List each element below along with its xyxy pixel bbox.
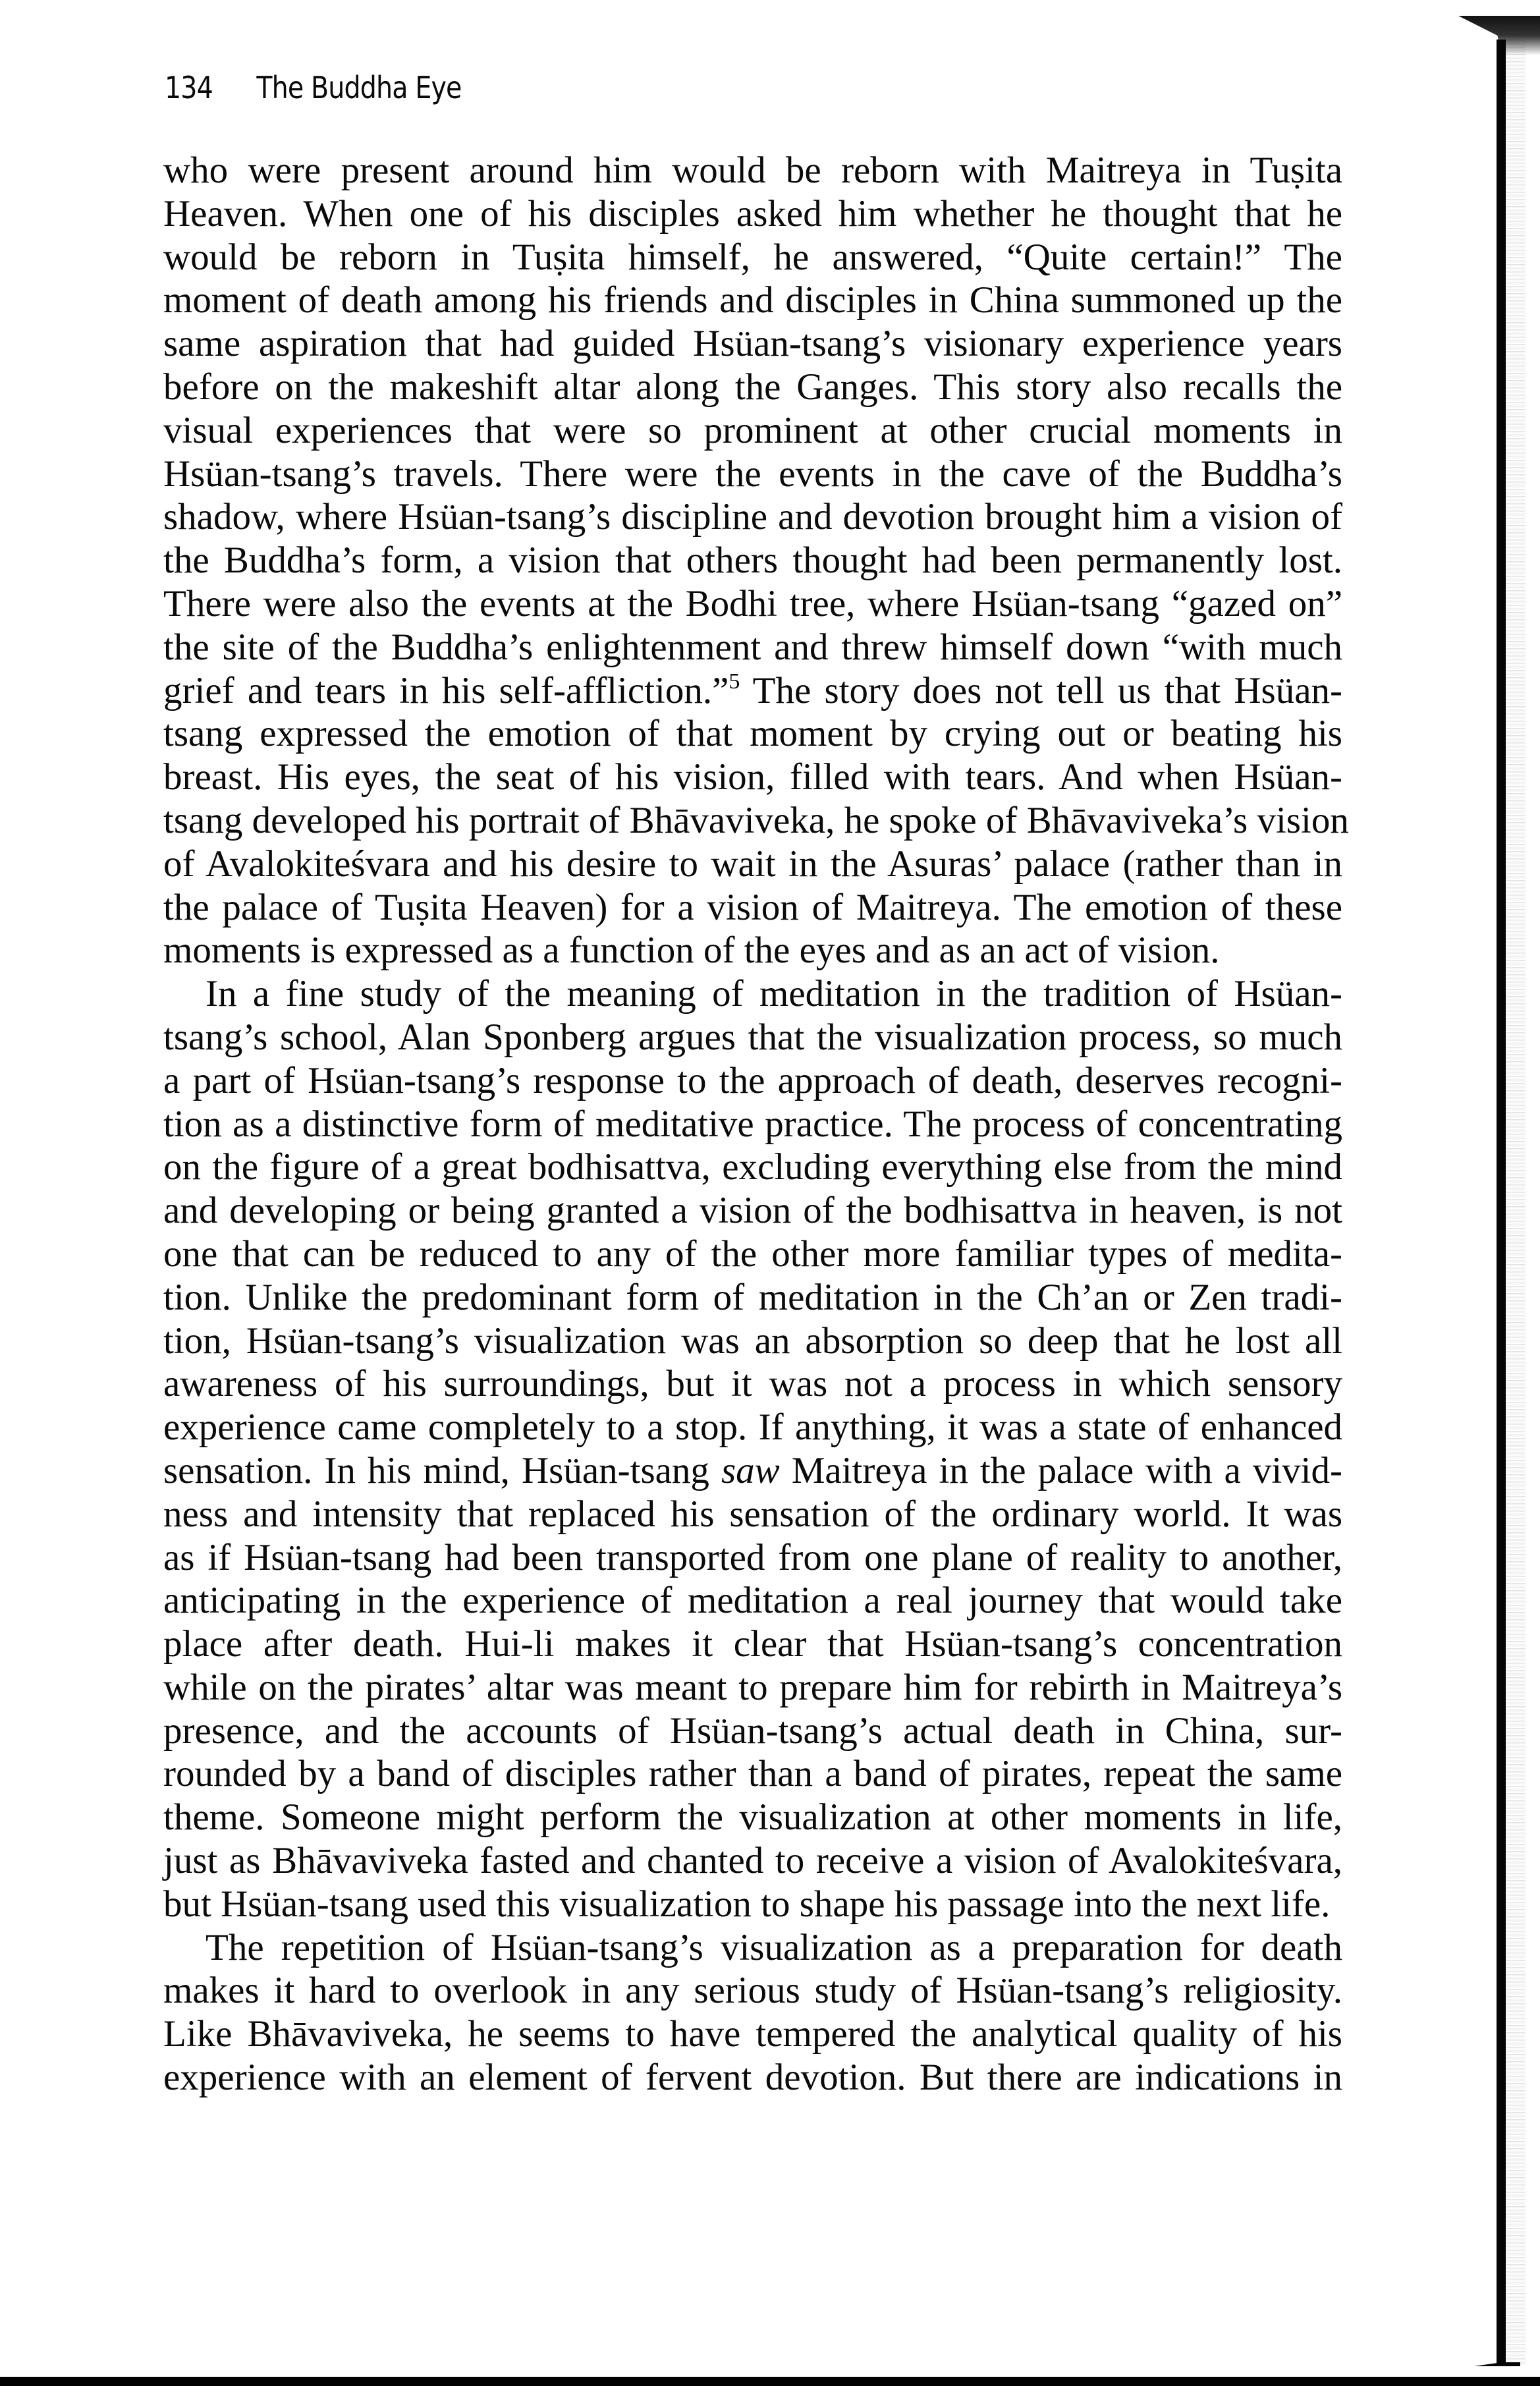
text-line: presence, and the accounts of Hsüan-tsang’s actual death in China, sur-	[163, 1709, 1342, 1752]
text-line: experience came completely to a stop. If anything, it was a state of enhanced	[163, 1406, 1342, 1449]
text-line: shadow, where Hsüan-tsang’s discipline and devotion brought him a vision of	[163, 496, 1342, 538]
gutter-shadow-speckle	[1506, 40, 1526, 2365]
line-text: sensation. In his mind, Hsüan-tsang	[163, 1449, 721, 1491]
text-line: Hsüan-tsang’s travels. There were the events in the cave of the Buddha’s	[163, 453, 1342, 495]
text-line: awareness of his surroundings, but it was not a process in which sensory	[163, 1363, 1342, 1405]
paragraph-2	[163, 972, 1342, 1926]
text-line: the site of the Buddha’s enlightenment and threw himself down “with much	[163, 626, 1342, 668]
text-line: rounded by a band of disciples rather than a band of pirates, repeat the same	[163, 1753, 1342, 1795]
text-line-with-footnote	[163, 669, 1342, 713]
text-line: as if Hsüan-tsang had been transported from one plane of reality to another,	[163, 1536, 1342, 1578]
text-line: moment of death among his friends and disciples in China summoned up the	[163, 279, 1342, 321]
line-text: Maitreya in the palace with a vivid-	[779, 1449, 1342, 1491]
text-line: tion as a distinctive form of meditative practice. The process of concentrating	[163, 1103, 1342, 1145]
text-line: just as Bhāvaviveka fasted and chanted to receive a vision of Avalokiteśvara,	[163, 1840, 1342, 1882]
text-line: The repetition of Hsüan-tsang’s visualization as a preparation for death	[206, 1926, 1342, 1968]
text-line: tion. Unlike the predominant form of meditation in the Ch’an or Zen tradi-	[163, 1276, 1342, 1318]
text-line: place after death. Hui-li makes it clear that Hsüan-tsang’s concentration	[163, 1623, 1342, 1665]
text-line: tsang expressed the emotion of that moment by crying out or beating his	[163, 713, 1342, 755]
text-line: one that can be reduced to any of the other more familiar types of medita-	[163, 1233, 1342, 1275]
text-line: makes it hard to overlook in any serious study of Hsüan-tsang’s religiosity.	[163, 1970, 1342, 2012]
text-line: the palace of Tuṣita Heaven) for a vision of Maitreya. The emotion of these	[163, 886, 1342, 928]
text-line: visual experiences that were so prominent at other crucial moments in	[163, 409, 1342, 451]
text-line: Like Bhāvaviveka, he seems to have tempered the analytical quality of his	[163, 2013, 1342, 2055]
text-line: same aspiration that had guided Hsüan-tsang’s visionary experience years	[163, 323, 1342, 365]
italic-emphasis: saw	[721, 1449, 780, 1491]
text-line: experience with an element of fervent devotion. But there are indications in	[163, 2057, 1342, 2099]
line-text: The story does not tell us that Hsüan-	[740, 669, 1343, 711]
text-line: before on the makeshift altar along the Ganges. This story also recalls the	[163, 366, 1342, 408]
text-line: tsang’s school, Alan Sponberg argues that the visualization process, so much	[163, 1016, 1342, 1058]
text-line: of Avalokiteśvara and his desire to wait in the Asuras’ palace (rather than in	[163, 843, 1342, 885]
paragraph-3	[163, 1926, 1342, 2099]
text-line: breast. His eyes, the seat of his vision, filled with tears. And when Hsüan-	[163, 756, 1342, 798]
page-number: 134	[165, 70, 213, 105]
text-line: There were also the events at the Bodhi tree, where Hsüan-tsang “gazed on”	[163, 582, 1342, 624]
text-line-with-italic	[163, 1449, 1342, 1493]
text-line: moments is expressed as a function of the eyes and as an act of vision.	[163, 929, 1220, 972]
text-line: the Buddha’s form, a vision that others thought had been permanently lost.	[163, 540, 1342, 582]
text-line: on the figure of a great bodhisattva, excluding everything else from the mind	[163, 1146, 1342, 1188]
book-title: The Buddha Eye	[256, 70, 462, 105]
footnote-reference[interactable]: 5	[729, 669, 740, 694]
text-line: while on the pirates’ altar was meant to prepare him for rebirth in Maitreya’s	[163, 1666, 1342, 1708]
text-line: would be reborn in Tuṣita himself, he answered, “Quite certain!” The	[163, 236, 1342, 278]
scan-bottom-edge	[0, 2377, 1540, 2386]
text-line: and developing or being granted a vision of the bodhisattva in heaven, is not	[163, 1190, 1342, 1232]
text-line: tion, Hsüan-tsang’s visualization was an absorption so deep that he lost all	[163, 1319, 1342, 1362]
body-text	[163, 149, 1349, 2099]
text-line: but Hsüan-tsang used this visualization to shape his passage into the next life.	[163, 1883, 1331, 1925]
running-head	[165, 71, 462, 104]
line-text: grief and tears in his self-affliction.”	[163, 669, 729, 711]
text-line: tsang developed his portrait of Bhāvaviveka, he spoke of Bhāvaviveka’s vision	[163, 799, 1349, 841]
gutter-spine-line	[1497, 40, 1506, 2365]
paragraph-1	[163, 149, 1349, 972]
text-line: who were present around him would be reborn with Maitreya in Tuṣita	[163, 150, 1342, 191]
text-line: theme. Someone might perform the visualization at other moments in life,	[163, 1796, 1342, 1839]
text-line: In a fine study of the meaning of meditation in the tradition of Hsüan-	[206, 973, 1342, 1015]
text-line: Heaven. When one of his disciples asked him whether he thought that he	[163, 192, 1342, 235]
text-line: anticipating in the experience of meditation a real journey that would take	[163, 1580, 1342, 1622]
text-line: a part of Hsüan-tsang’s response to the approach of death, deserves recogni-	[163, 1059, 1342, 1101]
text-line: ness and intensity that replaced his sensation of the ordinary world. It was	[163, 1493, 1342, 1535]
